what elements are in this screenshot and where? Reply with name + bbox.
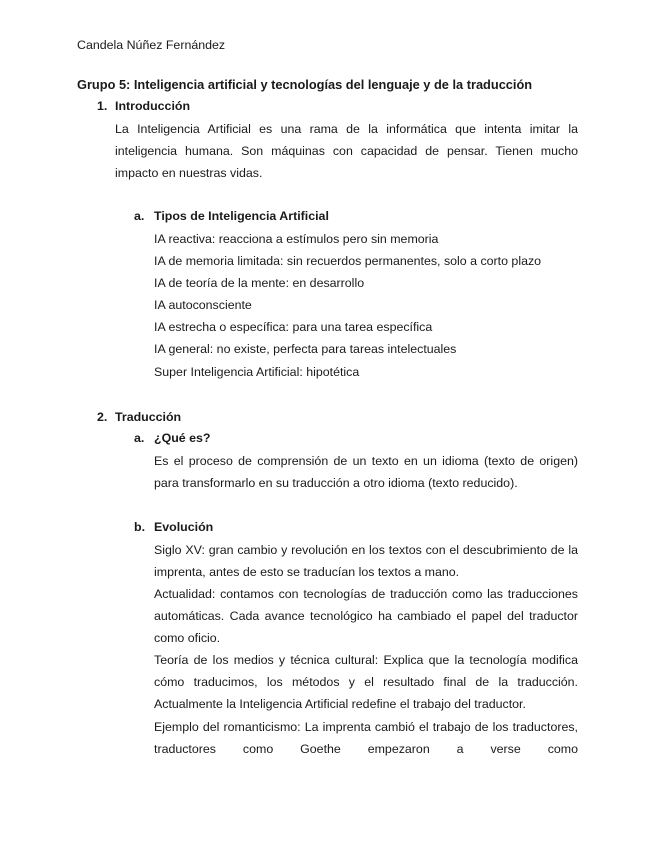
section-title: Traducción [115,410,182,424]
subsection-title: Evolución [154,520,214,534]
evolution-paragraph: Ejemplo del romanticismo: La imprenta cambió el trabajo de los traductores, traductores como Goethe empezaron a verse como [154,720,578,756]
evolution-paragraph: Actualidad: contamos con tecnologías de traducción como las traducciones automáticas. Cada avance tecnológico ha cambiado el papel del traductor como oficio. [154,587,578,645]
author-name: Candela Núñez Fernández [77,38,226,52]
list-item: IA autoconsciente [154,298,252,313]
intro-paragraph: La Inteligencia Artificial es una rama de la informática que intenta imitar la inteligencia humana. Son máquinas con capacidad de pensar. Tienen mucho impacto en nuestras vidas. [115,122,578,180]
section-number: 2. [97,410,108,424]
list-item: IA reactiva: reacciona a estímulos pero sin memoria [154,232,439,246]
subsection-heading-tipos [134,209,329,223]
section-heading-introduccion [97,99,190,113]
list-item: Super Inteligencia Artificial: hipotética [154,364,360,379]
evolution-paragraph: Teoría de los medios y técnica cultural: Explica que la tecnología modifica cómo traducimos, los métodos y el resultado final de la traducción. Actualmente la Inteligencia Artificial redefine el trabajo del traductor. [154,653,578,711]
evolution-paragraph: Siglo XV: gran cambio y revolución en los textos con el descubrimiento de la imprenta, antes de esto se traducían los textos a mano. [154,543,578,579]
subsection-letter: a. [134,431,145,445]
section-title: Introducción [115,99,191,113]
subsection-title: Tipos de Inteligencia Artificial [154,209,329,223]
ai-types-list [154,228,541,383]
subsection-title: ¿Qué es? [154,431,211,445]
document-title: Grupo 5: Inteligencia artificial y tecnologías del lenguaje y de la traducción [77,77,533,92]
subsection-heading-evolucion [134,520,213,534]
list-item: IA general: no existe, perfecta para tareas intelectuales [154,342,457,357]
list-item: IA de teoría de la mente: en desarrollo [154,276,365,291]
section-heading-traduccion [97,410,181,424]
subsection-letter: b. [134,520,146,534]
subsection-letter: a. [134,209,145,223]
list-item: IA estrecha o específica: para una tarea específica [154,320,433,335]
list-item: IA de memoria limitada: sin recuerdos permanentes, solo a corto plazo [154,254,542,269]
section-number: 1. [97,99,108,113]
subsection-heading-que-es [134,431,210,445]
definition-paragraph: Es el proceso de comprensión de un texto en un idioma (texto de origen) para transformarlo en su traducción a otro idioma (texto reducido). [154,454,578,490]
